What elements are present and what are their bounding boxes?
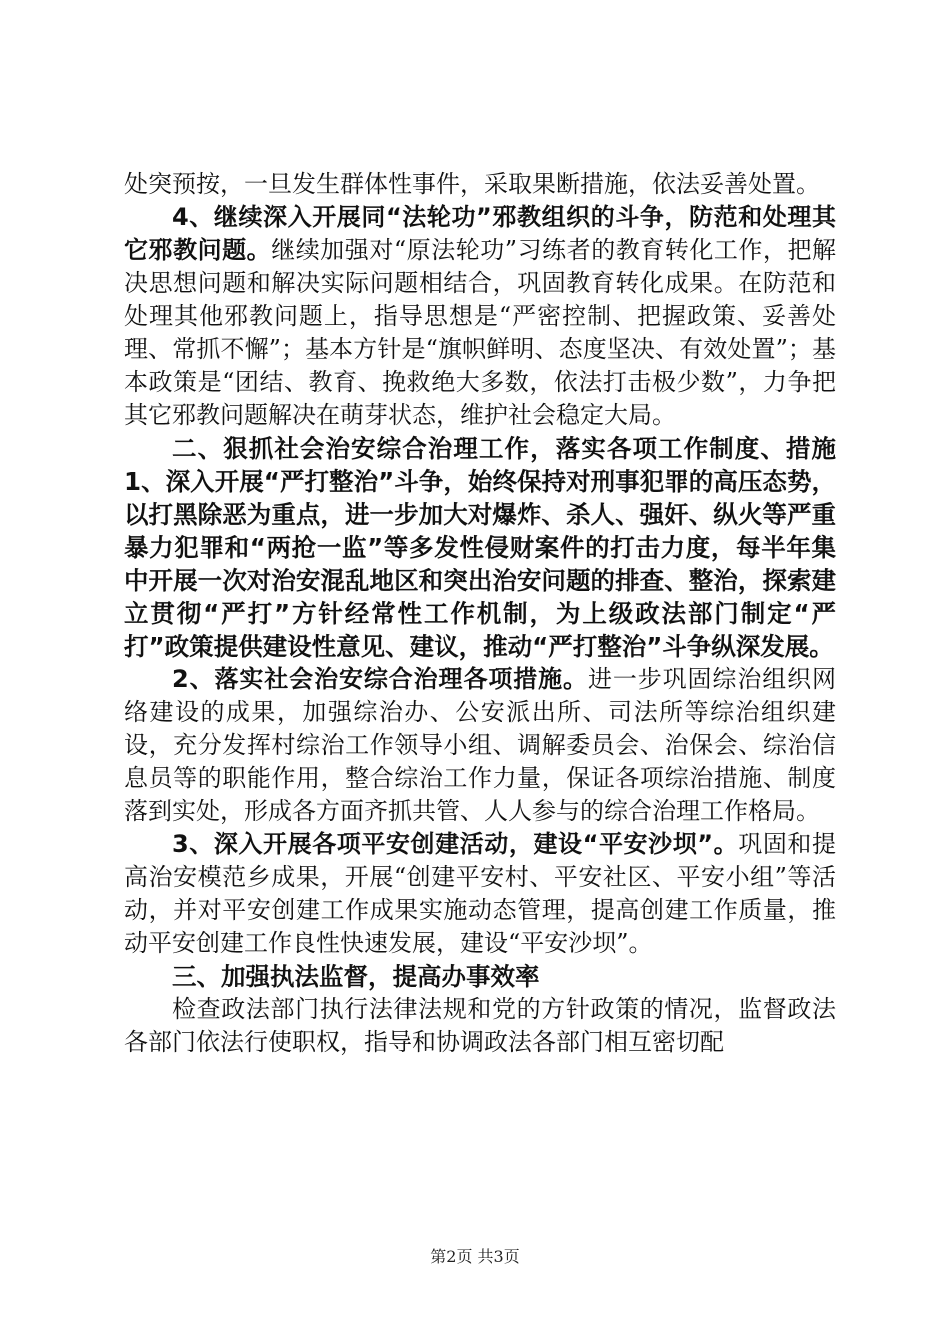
item-3-heading: 3、深入开展各项平安创建活动，建设“平安沙坝”。	[172, 830, 739, 858]
item-4-heading: 4、继续深入开展同“法轮功”邪教组织的斗争，防范和处理其它邪教问题。	[124, 203, 836, 264]
page-number-footer: 第2页 共3页	[430, 1247, 520, 1266]
paragraph-item-4	[124, 201, 836, 432]
section-2-heading: 二、狠抓社会治安综合治理工作，落实各项工作制度、措施1、深入开展“严打整治”斗争，始终保持对刑事犯罪的高压态势，以打黑除恶为重点，进一步加大对爆炸、杀人、强奸、纵火等严重暴力犯罪和“两抢一监”等多发性侵财案件的打击力度，每半年集中开展一次对治安混乱地区和突出治安问题的排查、整治，探索建立贯彻“严打”方针经常性工作机制，为上级政法部门制定“严打”政策提供建设性意见、建议，推动“严打整治”斗争纵深发展。	[124, 434, 836, 661]
paragraph-item-2	[124, 663, 836, 828]
paragraph-section-3: 检查政法部门执行法律法规和党的方针政策的情况，监督政法各部门依法行使职权，指导和协调政法各部门相互密切配	[124, 995, 836, 1056]
item-2-heading: 2、落实社会治安综合治理各项措施。	[172, 665, 588, 693]
item-3-text: 巩固和提高治安模范乡成果，开展“创建平安村、平安社区、平安小组”等活动，并对平安创建工作成果实施动态管理，提高创建工作质量，推动平安创建工作良性快速发展，建设“平安沙坝”。	[124, 830, 836, 957]
paragraph-item-3	[124, 828, 836, 960]
item-2-text: 进一步巩固综治组织网络建设的成果，加强综治办、公安派出所、司法所等综治组织建设，充分发挥村综治工作领导小组、调解委员会、治保会、综治信息员等的职能作用，整合综治工作力量，保证各项综治措施、制度落到实处，形成各方面齐抓共管、人人参与的综合治理工作格局。	[124, 665, 837, 825]
section-3-heading: 三、加强执法监督，提高办事效率	[172, 962, 540, 991]
paragraph-continuation: 处突预按，一旦发生群体性事件，采取果断措施，依法妥善处置。	[124, 170, 820, 198]
document-body	[124, 168, 836, 1059]
item-4-text: 继续加强对“原法轮功”习练者的教育转化工作，把解决思想问题和解决实际问题相结合，巩固教育转化成果。在防范和处理其他邪教问题上，指导思想是“严密控制、把握政策、妥善处理、常抓不懈”；基本方针是“旗帜鲜明、态度坚决、有效处置”；基本政策是“团结、教育、挽救绝大多数，依法打击极少数”，力争把其它邪教问题解决在萌芽状态，维护社会稳定大局。	[124, 236, 836, 429]
